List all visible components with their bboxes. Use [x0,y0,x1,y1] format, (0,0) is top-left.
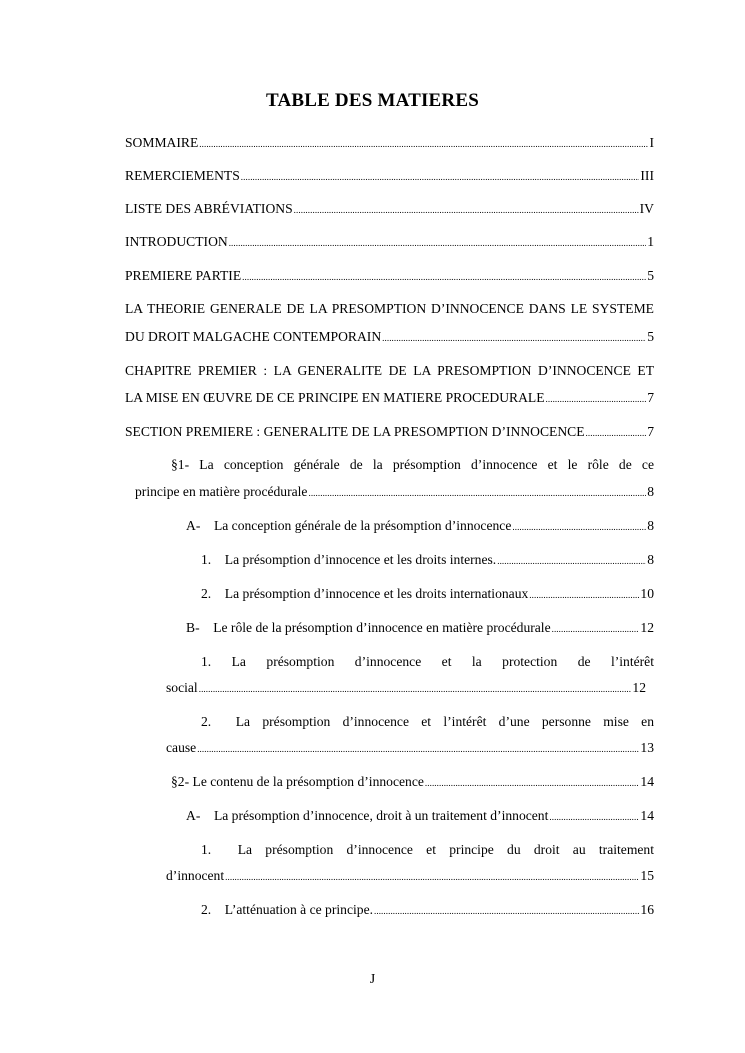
toc-entry-label: d’innocent [166,868,225,883]
toc-entry-page: 13 [640,740,654,755]
toc-entry-theorie-line1[interactable]: LA THEORIE GENERALE DE LA PRESOMPTION D’INNOCENCE DANS LE SYSTEME [125,301,654,316]
dot-leader [197,740,639,758]
toc-entry-page: 8 [647,484,654,499]
dot-leader [497,552,646,570]
toc-entry-par1-b-1[interactable] [166,679,646,698]
toc-entry-page: 12 [640,620,654,635]
dot-leader [552,620,640,638]
toc-entry-label: principe en matière procédurale [135,484,308,499]
dot-leader [308,484,646,502]
page-number: J [369,972,376,987]
toc-entry-label: §2- Le contenu de la présomption d’innocence [171,774,424,789]
toc-entry-page: 8 [647,552,654,567]
toc-entry-label: social [166,680,198,695]
toc-entry-section1[interactable] [125,423,654,442]
toc-entry-par2[interactable] [171,773,654,792]
toc-entry-par1[interactable] [135,483,654,502]
toc-entry-par1-line1[interactable]: §1- La conception générale de la présomption d’innocence et le rôle de ce [171,457,654,472]
toc-entry-page: 14 [640,808,654,823]
toc-entry-page: III [640,168,654,183]
toc-entry-label: 2. La présomption d’innocence et les droits internationaux [201,586,529,601]
toc-entry-par1-a-1[interactable] [201,551,654,570]
toc-entry-page: 16 [640,902,654,917]
toc-entry-label: REMERCIEMENTS [125,168,240,183]
dot-leader [546,390,647,408]
dot-leader [425,774,640,792]
toc-entry-remerciements[interactable] [125,167,654,186]
toc-entry-page: 10 [640,586,654,601]
toc-entry-page: 7 [647,424,654,439]
toc-entry-par2-a-2[interactable] [201,901,654,920]
toc-entry-par1-a[interactable] [186,517,654,536]
toc-entry-label: LA MISE EN ŒUVRE DE CE PRINCIPE EN MATIERE PROCEDURALE [125,390,545,405]
toc-entry-par1-b-2[interactable] [166,739,654,758]
dot-leader [294,201,639,219]
toc-entry-page: 5 [647,329,654,344]
dot-leader [586,424,647,442]
toc-entry-sommaire[interactable] [125,134,654,153]
toc-entry-label: PREMIERE PARTIE [125,268,242,283]
dot-leader [374,902,639,920]
toc-entry-label: SOMMAIRE [125,135,199,150]
toc-entry-theorie[interactable] [125,328,654,347]
toc-entry-page: I [649,135,654,150]
toc-entry-page: 15 [640,868,654,883]
toc-entry-par2-a[interactable] [186,807,654,826]
dot-leader [242,268,646,286]
toc-entry-page: 1 [647,234,654,249]
toc-entry-label: 1. La présomption d’innocence et les droits internes. [201,552,497,567]
toc-entry-page: 12 [632,680,646,695]
toc-entry-label: A- La conception générale de la présomption d’innocence [186,518,512,533]
toc-entry-premiere-partie[interactable] [125,267,654,286]
dot-leader [382,329,646,347]
toc-entry-label: A- La présomption d’innocence, droit à un traitement d’innocent [186,808,549,823]
toc-entry-par2-a-1[interactable] [166,867,654,886]
toc-entry-par2-a-1-line1[interactable]: 1. La présomption d’innocence et principe du droit au traitement [201,842,654,857]
toc-entry-par1-b[interactable] [186,619,654,638]
toc-entry-label: LISTE DES ABRÉVIATIONS [125,201,293,216]
dot-leader [241,168,640,186]
toc-entry-label: 2. L’atténuation à ce principe. [201,902,373,917]
toc-entry-page: 14 [640,774,654,789]
dot-leader [512,518,646,536]
dot-leader [225,868,639,886]
toc-entry-page: 8 [647,518,654,533]
dot-leader [199,680,632,698]
toc-entry-par1-b-2-line1[interactable]: 2. La présomption d’innocence et l’intérêt d’une personne mise en [201,714,654,729]
toc-entry-introduction[interactable] [125,233,654,252]
toc-entry-par1-a-2[interactable] [201,585,654,604]
dot-leader [229,234,647,252]
toc-entry-page: IV [639,201,654,216]
toc-entry-label: cause [166,740,197,755]
dot-leader [529,586,639,604]
toc-entry-par1-b-1-line1[interactable]: 1. La présomption d’innocence et la protection de l’intérêt [201,654,654,669]
toc-entry-label: SECTION PREMIERE : GENERALITE DE LA PRESOMPTION D’INNOCENCE [125,424,585,439]
dot-leader [199,135,648,153]
toc-entry-chapitre1-line1[interactable]: CHAPITRE PREMIER : LA GENERALITE DE LA PRESOMPTION D’INNOCENCE ET [125,363,654,378]
toc-entry-chapitre1[interactable] [125,389,654,408]
toc-entry-label: INTRODUCTION [125,234,228,249]
dot-leader [549,808,639,826]
toc-entry-page: 7 [647,390,654,405]
toc-entry-abreviations[interactable] [125,200,654,219]
toc-entry-label: B- Le rôle de la présomption d’innocence en matière procédurale [186,620,551,635]
page-title: TABLE DES MATIERES [265,90,479,111]
toc-entry-page: 5 [647,268,654,283]
toc-entry-label: DU DROIT MALGACHE CONTEMPORAIN [125,329,382,344]
